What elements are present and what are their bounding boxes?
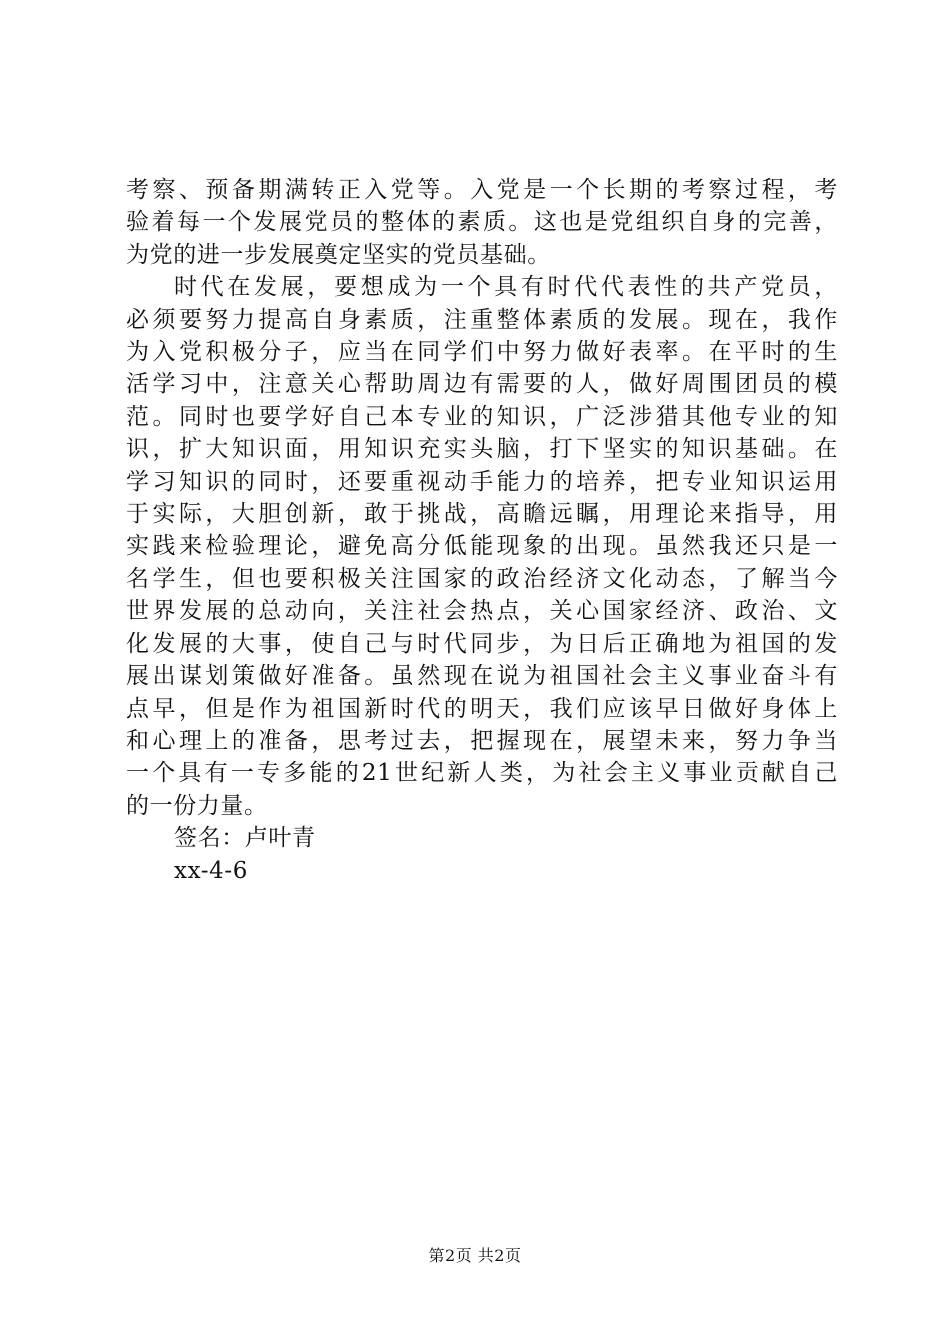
text-line: 化发展的大事，使自己与时代同步，为日后正确地为祖国的发	[126, 630, 838, 657]
text-line: 的一份力量。	[126, 792, 268, 819]
paragraph-1	[126, 174, 838, 271]
text-line: 识，扩大知识面，用知识充实头脑，打下坚实的知识基础。在	[126, 436, 838, 463]
text-line: 范。同时也要学好自己本专业的知识，广泛涉猎其他专业的知	[126, 403, 838, 430]
text-line: 点早，但是作为祖国新时代的明天，我们应该早日做好身体上	[126, 695, 838, 722]
text-line: 时代在发展，要想成为一个具有时代代表性的共产党员，	[174, 274, 838, 301]
text-line: 验着每一个发展党员的整体的素质。这也是党组织自身的完善，	[126, 209, 838, 236]
text-line: 实践来检验理论，避免高分低能现象的出现。虽然我还只是一	[126, 533, 838, 560]
text-line: 为党的进一步发展奠定坚实的党员基础。	[126, 241, 551, 268]
text-line: 必须要努力提高自身素质，注重整体素质的发展。现在，我作	[126, 306, 838, 333]
signature: 签名：卢叶青	[174, 825, 316, 852]
date: xx-4-6	[174, 857, 248, 884]
text-line: 活学习中，注意关心帮助周边有需要的人，做好周围团员的模	[126, 371, 838, 398]
page-number: 第2页 共2页	[428, 1246, 522, 1265]
text-line: 世界发展的总动向，关注社会热点，关心国家经济、政治、文	[126, 598, 838, 625]
text-line: 考察、预备期满转正入党等。入党是一个长期的考察过程，考	[126, 177, 838, 203]
paragraph-2	[126, 271, 838, 822]
text-line: 一个具有一专多能的21世纪新人类，为社会主义事业贡献自己	[126, 760, 838, 787]
text-line: 和心理上的准备，思考过去，把握现在，展望未来，努力争当	[126, 727, 838, 754]
document-body	[126, 174, 838, 887]
text-line: 于实际，大胆创新，敢于挑战，高瞻远瞩，用理论来指导，用	[126, 501, 838, 528]
text-line: 学习知识的同时，还要重视动手能力的培养，把专业知识运用	[126, 468, 838, 495]
text-line: 展出谋划策做好准备。虽然现在说为祖国社会主义事业奋斗有	[126, 663, 838, 690]
text-line: 名学生，但也要积极关注国家的政治经济文化动态，了解当今	[126, 565, 838, 592]
text-line: 为入党积极分子，应当在同学们中努力做好表率。在平时的生	[126, 339, 838, 366]
